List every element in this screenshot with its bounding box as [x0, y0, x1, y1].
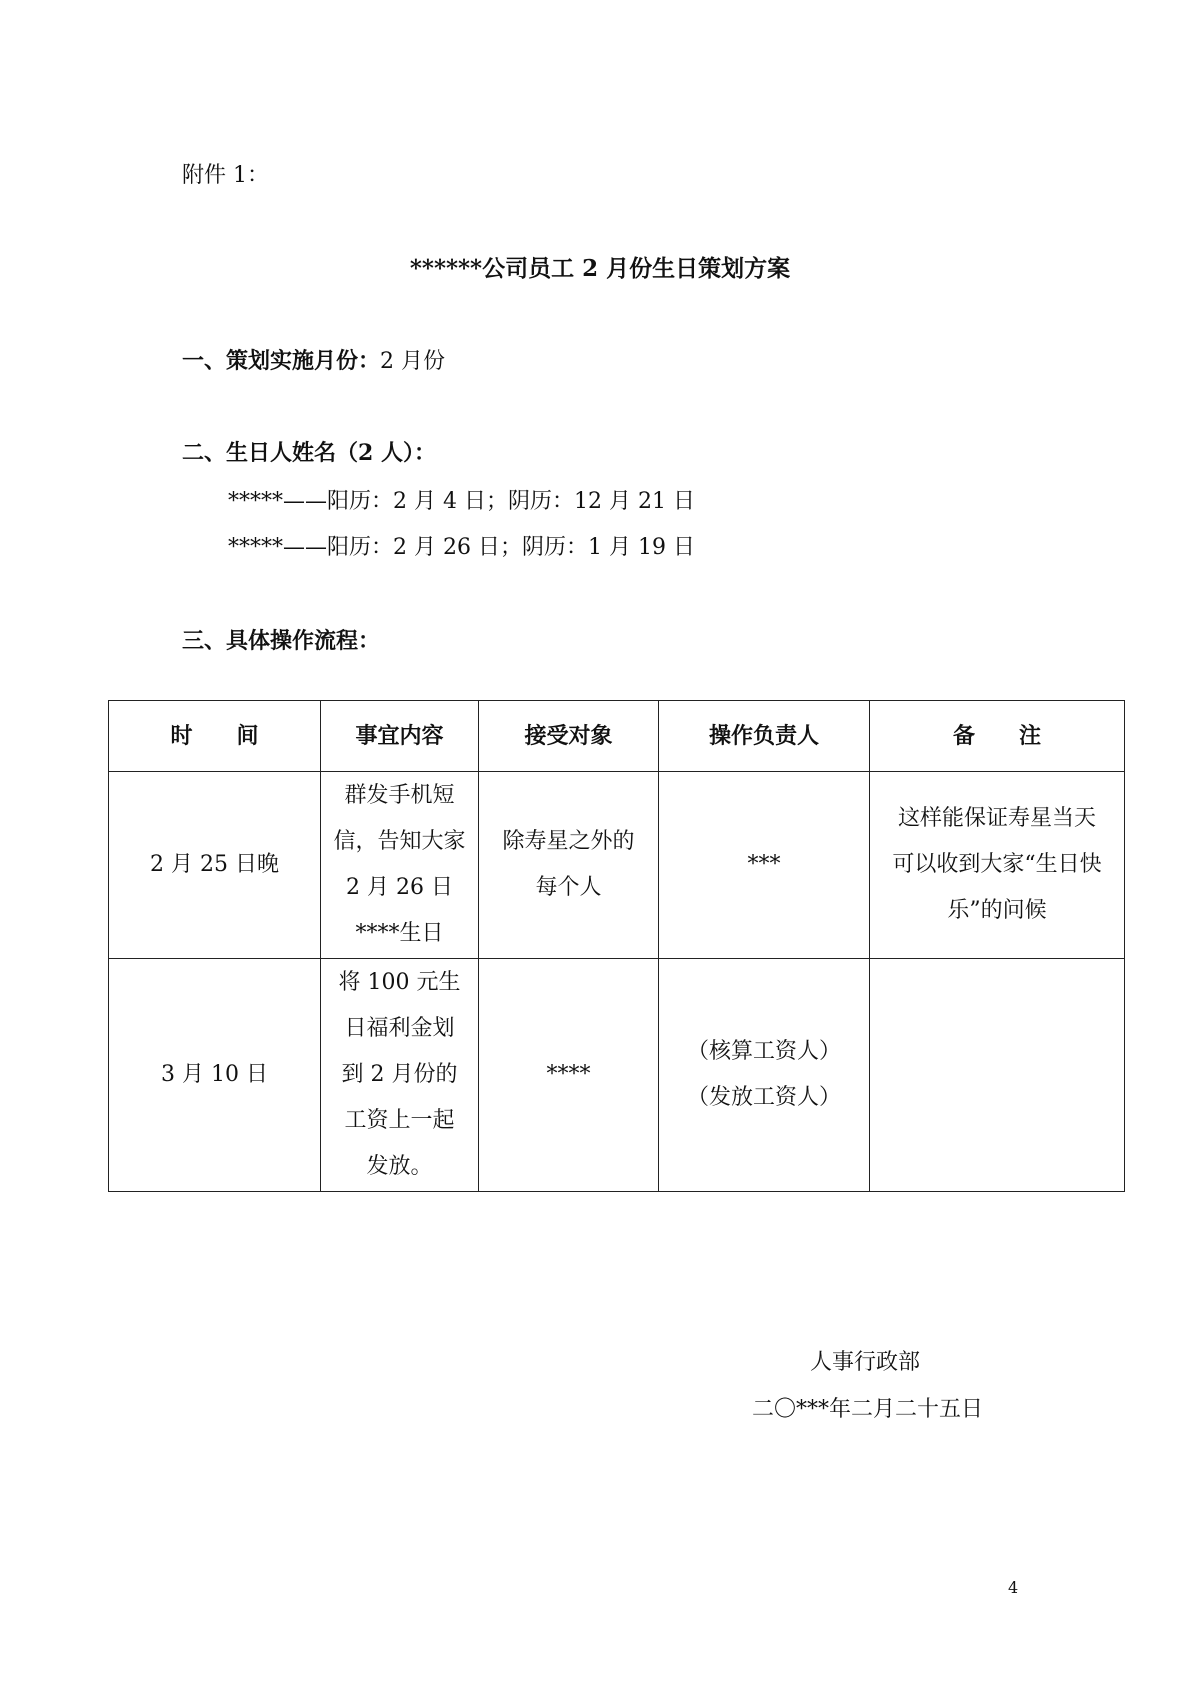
header-time: 时 间 — [109, 701, 321, 772]
signature-department: 人事行政部 — [810, 1350, 921, 1375]
cell-line: 将 100 元生 — [338, 970, 461, 995]
cell-line: （发放工资人） — [686, 1085, 841, 1110]
cell-time: 3 月 10 日 — [109, 959, 321, 1192]
header-target: 接受对象 — [479, 701, 659, 772]
cell-note — [870, 959, 1125, 1192]
header-owner: 操作负责人 — [659, 701, 870, 772]
table-row — [109, 959, 1125, 1192]
cell-line: 这样能保证寿星当天 — [897, 806, 1096, 831]
cell-owner — [659, 959, 870, 1192]
cell-note — [870, 772, 1125, 959]
page-number: 4 — [1008, 1578, 1019, 1597]
cell-target — [479, 959, 659, 1192]
header-content: 事宜内容 — [321, 701, 479, 772]
birthday-entry: *****——阳历：2 月 4 日；阴历：12 月 21 日 — [228, 489, 695, 514]
cell-line: 工资上一起 — [344, 1108, 455, 1133]
cell-time: 2 月 25 日晚 — [109, 772, 321, 959]
section-2-label: 二、生日人姓名（2 人）： — [182, 440, 436, 466]
cell-line: 群发手机短 — [344, 783, 455, 808]
cell-line: *** — [747, 852, 781, 877]
cell-line: 除寿星之外的 — [502, 829, 635, 854]
cell-content — [321, 772, 479, 959]
birthday-entry: *****——阳历：2 月 26 日；阴历：1 月 19 日 — [228, 535, 695, 560]
cell-content — [321, 959, 479, 1192]
cell-target — [479, 772, 659, 959]
section-1-label: 一、策划实施月份： — [182, 348, 381, 374]
cell-line: 信，告知大家 — [333, 829, 466, 854]
attachment-label: 附件 1： — [182, 163, 269, 188]
operation-table — [108, 700, 1125, 1192]
cell-line: 可以收到大家“生日快 — [892, 852, 1102, 877]
section-1 — [182, 344, 445, 375]
section-1-value: 2 月份 — [380, 349, 446, 374]
cell-line: 每个人 — [535, 875, 602, 900]
cell-line: 2 月 26 日 — [346, 875, 453, 900]
cell-line: **** — [546, 1062, 591, 1087]
cell-owner — [659, 772, 870, 959]
header-note: 备 注 — [870, 701, 1125, 772]
cell-line: 到 2 月份的 — [341, 1062, 458, 1087]
signature-date: 二〇***年二月二十五日 — [752, 1397, 984, 1422]
cell-line: 日福利金划 — [344, 1016, 455, 1041]
table-row — [109, 772, 1125, 959]
section-3-label: 三、具体操作流程： — [182, 628, 381, 654]
cell-line: ****生日 — [355, 921, 444, 946]
cell-line: （核算工资人） — [686, 1039, 841, 1064]
document-title: ******公司员工 2 月份生日策划方案 — [409, 255, 791, 282]
table-header-row — [109, 701, 1125, 772]
cell-line: 发放。 — [366, 1154, 433, 1179]
cell-line: 乐”的问候 — [947, 898, 1047, 923]
